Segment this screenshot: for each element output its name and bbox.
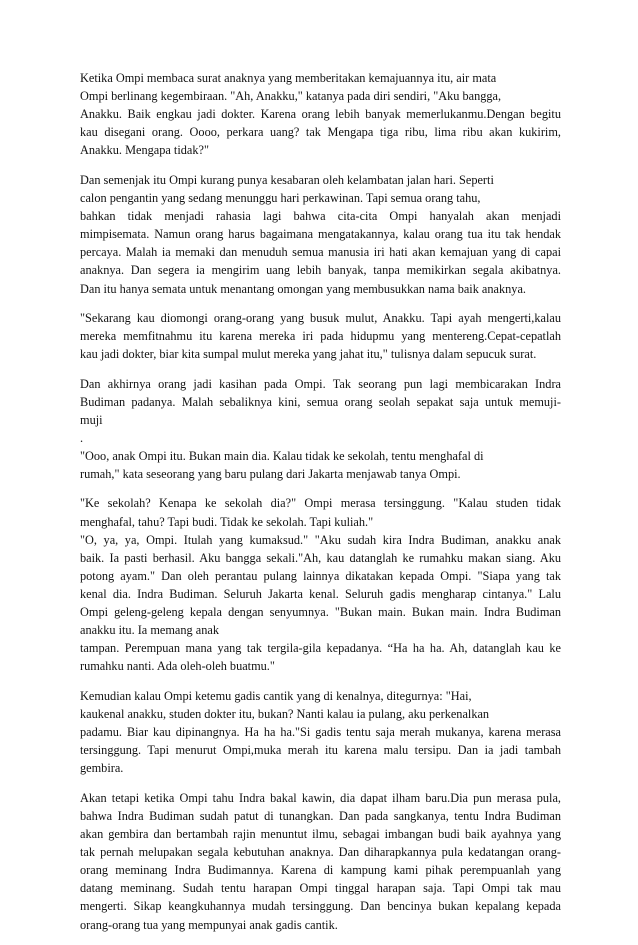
text-line: "Ooo, anak Ompi itu. Bukan main dia. Kalau tidak ke sekolah, tentu menghafal di [80, 449, 484, 464]
text-line: orang-orang tua yang mempunyai anak gadis cantik. [80, 917, 338, 932]
text-line: rumah," kata seseorang yang baru pulang dari Jakarta menjawab tanya Ompi. [80, 467, 461, 482]
text-line: tampan. Perempuan mana yang tak tergila-gila kepadanya. “Ha ha ha. Ah, datanglah kau ke [80, 641, 561, 656]
text-line: tersinggung. Tapi menurut Ompi,muka merah itu karena malu tersipu. Dan ia jadi tambah [80, 743, 561, 758]
text-line: Dan semenjak itu Ompi kurang punya kesabaran oleh kelambatan jalan hari. Seperti [80, 172, 494, 187]
text-line: calon pengantin yang sedang menunggu hari perkawinan. Tapi semua orang tahu, [80, 191, 481, 206]
text-line: . [80, 431, 84, 446]
text-line: Akan tetapi ketika Ompi tahu Indra bakal kawin, dia dapat ilham baru.Dia pun merasa pula, [80, 790, 561, 805]
text-line: datang meminang. Sudah tentu harapan Ompi tinggal harapan saja. Tapi Ompi tak mau [80, 881, 561, 896]
text-line: Dan itu hanya semata untuk menantang omongan yang membusukkan nama baik anaknya. [80, 281, 526, 296]
text-line: mimpisemata. Namun orang harus bagaimana mengatakannya, kalau orang tua itu tak hendak [80, 227, 561, 242]
text-line: Ompi berlinang kegembiraan. "Ah, Anakku," katanya pada diri sendiri, "Aku bangga, [80, 89, 502, 104]
paragraph [80, 494, 561, 675]
text-line: kau disegani orang. Oooo, perkara uang? tak Mengapa tiga ribu, lima ribu akan kukirim, [80, 125, 561, 140]
paragraph [80, 309, 561, 363]
text-line: muji [80, 413, 103, 428]
text-line: Kemudian kalau Ompi ketemu gadis cantik yang di kenalnya, ditegurnya: "Hai, [80, 688, 472, 703]
text-line: "Ke sekolah? Kenapa ke sekolah dia?" Ompi merasa tersinggung. "Kalau studen tidak [80, 496, 561, 511]
text-line: akan gembira dan bertambah rajin menuntut ilmu, sebagai imbangan budi baik ayahnya yang [80, 827, 561, 842]
text-line: padamu. Biar kau dipinangnya. Ha ha ha."Si gadis tentu saja merah mukanya, karena merasa [80, 725, 561, 740]
text-line: gembira. [80, 761, 124, 776]
paragraph [80, 171, 561, 298]
text-line: bahkan tidak menjadi rahasia lagi bahwa cita-cita Ompi hanyalah akan menjadi [80, 209, 561, 224]
text-line: Dan akhirnya orang jadi kasihan pada Ompi. Tak seorang pun lagi membicarakan Indra [80, 376, 561, 391]
text-line: Anakku. Mengapa tidak?" [80, 143, 209, 158]
text-line: Anakku. Baik engkau jadi dokter. Karena orang lebih banyak memerlukanmu.Dengan begitu [80, 107, 561, 122]
text-line: rumahku nanti. Ada oleh-oleh buatmu." [80, 659, 275, 674]
text-line: bahwa Indra Budiman sudah patut di tunangkan. Dan pada sangkanya, tentu Indra Budiman [80, 808, 561, 823]
text-line: "O, ya, ya, Ompi. Itulah yang kumaksud." "Aku sudah kira Indra Budiman, anakku anak [80, 532, 561, 547]
text-line: menghafal, tahu? Tapi budi. Tidak ke sekolah. Tapi kuliah." [80, 514, 374, 529]
text-line: orang meminang Indra Budimannya. Karena di kampung kami pihak perempuanlah yang [80, 863, 561, 878]
paragraph [80, 69, 561, 159]
document-page [80, 69, 561, 945]
text-line: "Sekarang kau diomongi orang-orang yang busuk mulut, Anakku. Tapi ayah mengerti,kalau [80, 311, 561, 326]
paragraph [80, 789, 561, 934]
paragraph [80, 687, 561, 777]
text-line: Budiman padanya. Malah sebaliknya kini, semua orang seolah sepakat saja untuk memuji- [80, 395, 561, 409]
text-line: mengerti. Sikap keangkuhannya mudah tersinggung. Dan bencinya bukan kepalang kepada [80, 899, 561, 914]
text-line: kau jadi dokter, biar kita sumpal mulut mereka yang jahat itu," tulisnya dalam sepucuk surat. [80, 347, 537, 362]
text-line: anaknya. Dan segera ia mengirim uang lebih banyak, tanpa memikirkan segala akibatnya. [80, 263, 561, 278]
text-line: mereka memfitnahmu itu karena mereka iri pada hidupmu yang mentereng.Cepat-cepatlah [80, 329, 561, 344]
text-line: tak pernah melupakan segala kebutuhan anaknya. Dan diharapkannya pula kedatangan orang- [80, 845, 561, 860]
text-line: anakku itu. Ia memang anak [80, 623, 219, 638]
text-line: potong ayam." Dan oleh perantau pulang lainnya dikatakan kepada Ompi. "Siapa yang tak [80, 568, 561, 583]
paragraph [80, 375, 561, 484]
text-line: Ompi geleng-geleng kepala dengan senyumnya. "Bukan main. Bukan main. Indra Budiman [80, 605, 561, 620]
text-line: kenal dia. Indra Budiman. Seluruh Jakarta kenal. Seluruh gadis mengharap cintanya." Lalu [80, 586, 561, 601]
text-line: Ketika Ompi membaca surat anaknya yang memberitakan kemajuannya itu, air mata [80, 71, 497, 85]
text-line: baik. Ia pasti berhasil. Aku bangga sekali."Ah, kau datanglah ke rumahku makan siang. Aku [80, 550, 561, 565]
text-line: percaya. Malah ia memaki dan menuduh semua manusia iri hati akan kemajuan yang di capai [80, 245, 561, 260]
text-line: kaukenal anakku, studen dokter itu, bukan? Nanti kalau ia pulang, aku perkenalkan [80, 707, 490, 721]
